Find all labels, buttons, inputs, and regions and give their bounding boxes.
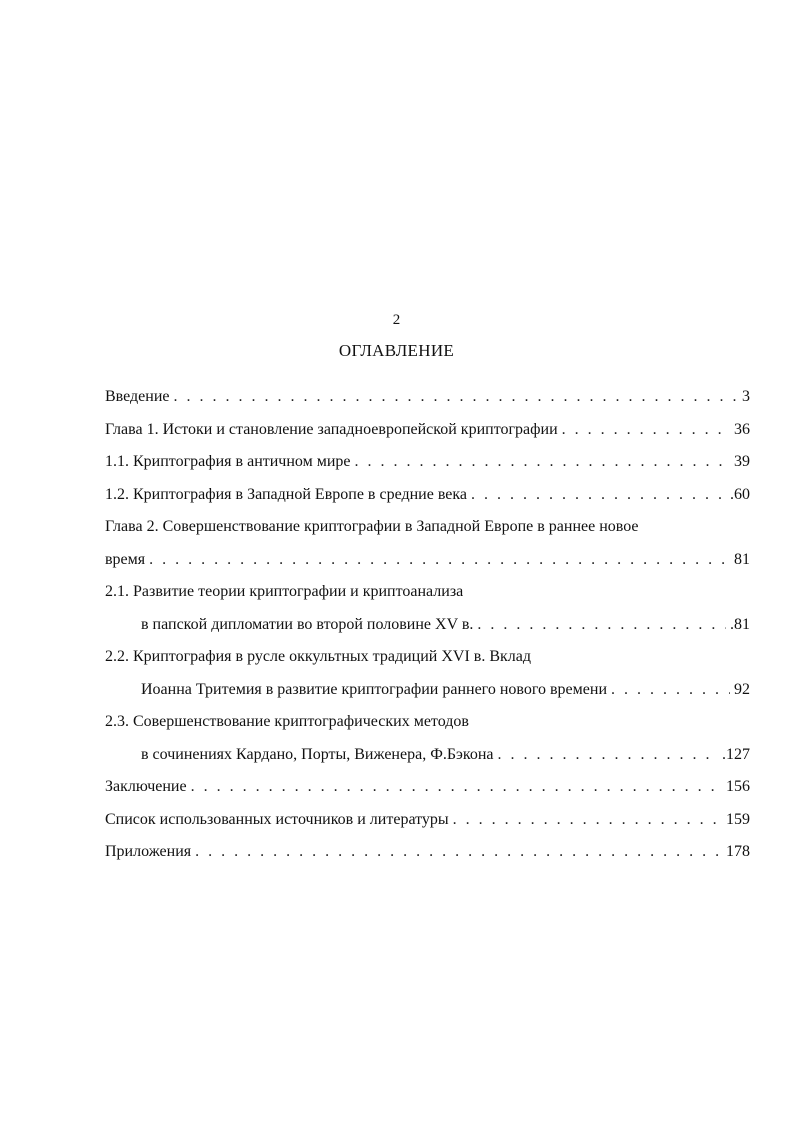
- toc-entry-label: 2.1. Развитие теории криптографии и криптоанализа: [105, 583, 464, 600]
- toc-entry-page: 3: [742, 388, 750, 405]
- toc-entry-label: 1.1. Криптография в античном мире: [105, 453, 351, 470]
- toc-entry-label: Заключение: [105, 778, 187, 795]
- toc-entry-page: .127: [722, 745, 750, 763]
- dot-leader: [355, 446, 730, 479]
- toc-entry-label: 2.3. Совершенствование криптографических методов: [105, 713, 469, 730]
- toc-entry-label: Приложения: [105, 843, 192, 860]
- toc-entry-label: время: [105, 550, 146, 568]
- toc-entry-label: Глава 1. Истоки и становление западноевропейской криптографии: [105, 420, 558, 438]
- toc-entry-page: .60: [730, 485, 750, 503]
- dot-leader: [174, 381, 739, 414]
- toc-entry-section-2-1-line-2[interactable]: [105, 609, 750, 642]
- toc-entry-label: Иоанна Тритемия в развитие криптографии раннего нового времени: [141, 680, 608, 698]
- dot-leader: [498, 739, 718, 772]
- dot-leader: [562, 414, 730, 447]
- toc-title: ОГЛАВЛЕНИЕ: [338, 341, 455, 360]
- toc-entry-page: 81: [734, 550, 750, 568]
- dot-leader: [611, 674, 730, 707]
- toc-entry-chapter-1[interactable]: [105, 414, 750, 447]
- toc-entry-introduction[interactable]: [105, 381, 750, 414]
- dot-leader: [191, 771, 722, 804]
- dot-leader: [477, 609, 726, 642]
- toc-entry-section-2-3-line-2[interactable]: [105, 739, 750, 772]
- toc-entry-label: Список использованных источников и литературы: [105, 810, 449, 828]
- toc-entry-label: 1.2. Криптография в Западной Европе в средние века: [105, 485, 468, 503]
- toc-entry-conclusion[interactable]: [105, 771, 750, 804]
- toc-entry-chapter-2-line-2[interactable]: [105, 544, 750, 577]
- toc-entry-page: 159: [726, 810, 750, 828]
- toc-entry-section-2-2-line-2[interactable]: [105, 674, 750, 707]
- toc-entry-section-1-2[interactable]: [105, 479, 750, 512]
- toc-entry-label: Глава 2. Совершенствование криптографии в Западной Европе в раннее новое: [105, 518, 639, 535]
- toc-entry-appendices[interactable]: [105, 836, 750, 869]
- toc-entry-page: .81: [730, 615, 750, 633]
- toc-entry-label: в папской дипломатии во второй половине XV в.: [141, 615, 474, 633]
- toc-entry-page: 156: [726, 778, 750, 795]
- dot-leader: [453, 804, 722, 837]
- toc-entry-label: Введение: [105, 388, 170, 405]
- toc-entry-page: 36: [734, 420, 750, 438]
- toc-entry-references[interactable]: [105, 804, 750, 837]
- dot-leader: [471, 479, 726, 512]
- toc-entry-section-1-1[interactable]: [105, 446, 750, 479]
- toc-entry-page: 39: [734, 453, 750, 470]
- toc-entry-chapter-2-line-1[interactable]: [105, 511, 750, 544]
- toc-entry-section-2-1-line-1[interactable]: [105, 576, 750, 609]
- toc-entry-page: 178: [726, 843, 750, 860]
- page-number: 2: [392, 312, 401, 328]
- dot-leader: [149, 544, 730, 577]
- dot-leader: [195, 836, 722, 869]
- toc-entry-label: в сочинениях Кардано, Порты, Виженера, Ф.Бэкона: [141, 745, 494, 763]
- toc-entry-page: 92: [734, 680, 750, 698]
- toc-entry-label: 2.2. Криптография в русле оккультных традиций XVI в. Вклад: [105, 648, 531, 665]
- table-of-contents: [105, 381, 750, 869]
- toc-entry-section-2-3-line-1[interactable]: [105, 706, 750, 739]
- toc-entry-section-2-2-line-1[interactable]: [105, 641, 750, 674]
